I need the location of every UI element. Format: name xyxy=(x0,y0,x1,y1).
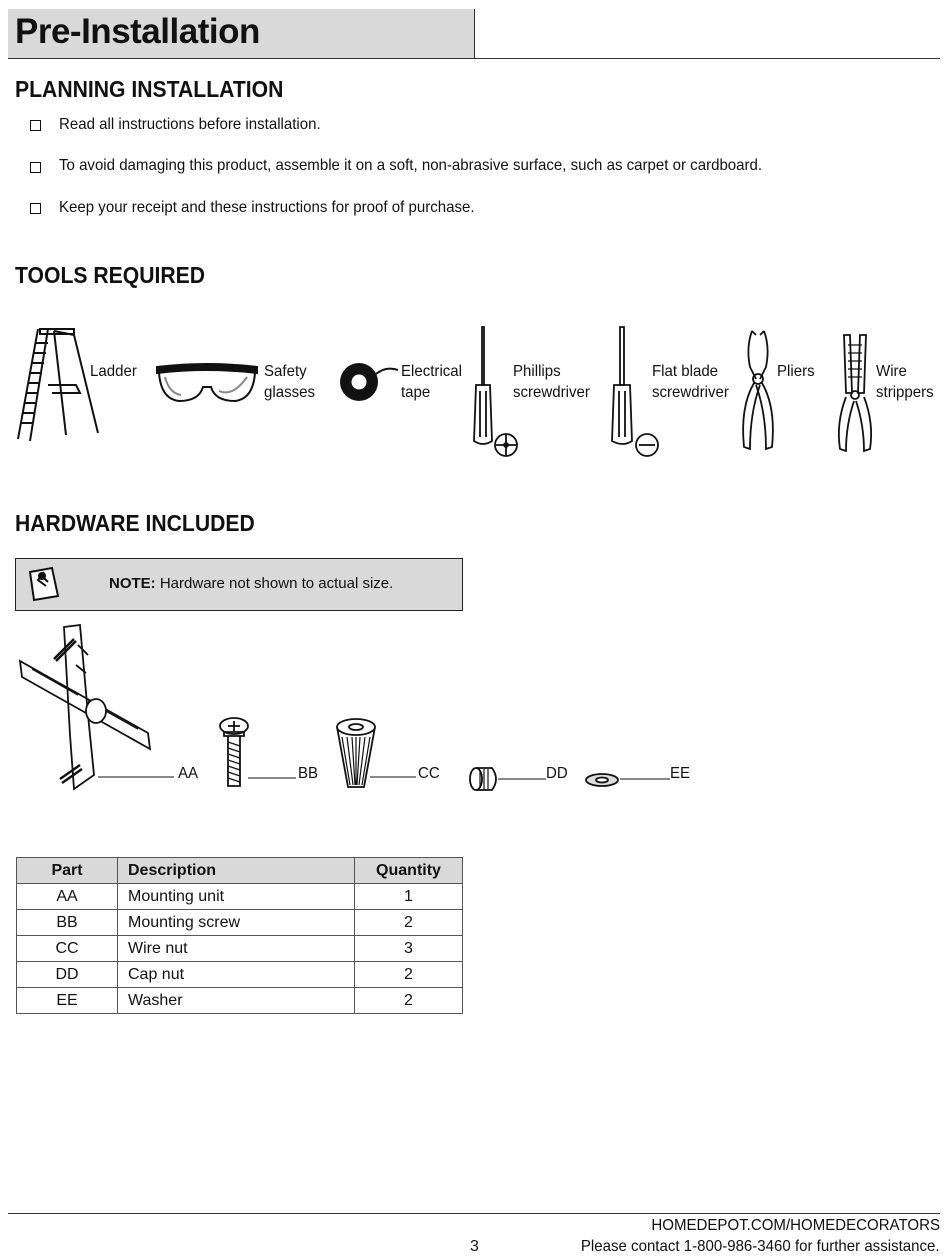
hardware-label-cc: CC xyxy=(418,765,440,782)
table-header-row xyxy=(17,858,463,884)
tool-label-wire-strippers: Wire strippers xyxy=(876,363,934,401)
cell-part: DD xyxy=(17,962,118,988)
washer-icon xyxy=(584,770,670,790)
cell-quantity: 3 xyxy=(355,936,463,962)
hardware-heading: HARDWARE INCLUDED xyxy=(15,510,255,536)
cell-quantity: 2 xyxy=(355,962,463,988)
pliers-icon xyxy=(736,327,780,453)
cell-description: Cap nut xyxy=(118,962,355,988)
cap-nut-icon xyxy=(468,765,546,793)
table-row xyxy=(17,910,463,936)
column-header-description: Description xyxy=(118,858,355,884)
mounting-screw-icon xyxy=(218,716,298,792)
footer-rule xyxy=(8,1213,940,1214)
mounting-unit-icon xyxy=(18,625,178,793)
planning-item-2: To avoid damaging this product, assemble it on a soft, non-abrasive surface, such as carpet or cardboard. xyxy=(59,157,763,174)
table-row xyxy=(17,962,463,988)
cell-part: CC xyxy=(17,936,118,962)
tool-label-ladder: Ladder xyxy=(90,363,137,380)
hardware-label-aa: AA xyxy=(178,765,199,782)
cell-part: EE xyxy=(17,988,118,1014)
wire-strippers-icon xyxy=(834,333,876,453)
cell-part: BB xyxy=(17,910,118,936)
electrical-tape-icon xyxy=(338,360,400,404)
tool-label-pliers: Pliers xyxy=(777,363,815,380)
tools-heading: TOOLS REQUIRED xyxy=(15,262,206,288)
checkbox-icon xyxy=(30,120,41,131)
tool-label-safety-glasses: Safety glasses xyxy=(264,363,315,401)
header-rule xyxy=(8,58,940,59)
cell-quantity: 1 xyxy=(355,884,463,910)
cell-description: Mounting unit xyxy=(118,884,355,910)
tool-label-phillips-screwdriver: Phillips screwdriver xyxy=(513,363,590,401)
column-header-part: Part xyxy=(17,858,118,884)
cell-quantity: 2 xyxy=(355,910,463,936)
cell-description: Wire nut xyxy=(118,936,355,962)
parts-table xyxy=(16,857,463,1014)
note-text: NOTE: Hardware not shown to actual size. xyxy=(109,575,394,592)
cell-quantity: 2 xyxy=(355,988,463,1014)
table-row xyxy=(17,988,463,1014)
cell-description: Mounting screw xyxy=(118,910,355,936)
cell-description: Washer xyxy=(118,988,355,1014)
ladder-icon xyxy=(14,325,100,445)
column-header-quantity: Quantity xyxy=(355,858,463,884)
hardware-label-ee: EE xyxy=(670,765,691,782)
planning-item-3: Keep your receipt and these instructions for proof of purchase. xyxy=(59,199,475,216)
footer-contact: Please contact 1-800-986-3460 for further assistance. xyxy=(581,1238,940,1255)
safety-glasses-icon xyxy=(155,361,259,403)
wire-nut-icon xyxy=(334,715,418,791)
planning-item-1: Read all instructions before installation. xyxy=(59,116,321,133)
checkbox-icon xyxy=(30,162,41,173)
tool-label-electrical-tape: Electrical tape xyxy=(401,363,463,401)
page-number: 3 xyxy=(470,1238,479,1255)
hardware-label-dd: DD xyxy=(546,765,568,782)
page-title: Pre-Installation xyxy=(15,12,260,51)
table-row xyxy=(17,884,463,910)
footer-url: HOMEDEPOT.COM/HOMEDECORATORS xyxy=(651,1217,940,1234)
tool-label-flat-blade-screwdriver: Flat blade screwdriver xyxy=(652,363,729,401)
table-row xyxy=(17,936,463,962)
note-icon xyxy=(26,566,62,602)
hardware-label-bb: BB xyxy=(298,765,319,782)
cell-part: AA xyxy=(17,884,118,910)
planning-heading: PLANNING INSTALLATION xyxy=(15,76,284,102)
checkbox-icon xyxy=(30,203,41,214)
